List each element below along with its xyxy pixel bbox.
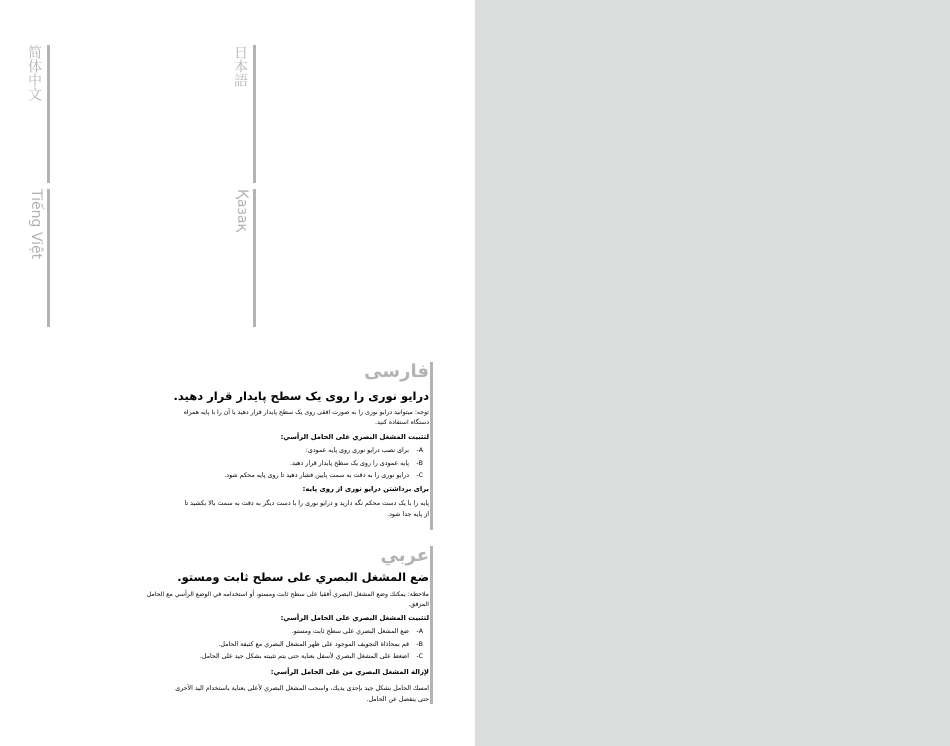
step-item: C-اضغط على المشغل البصري لأسفل بعناية حتى يتم تثبيته بشكل جيد على الحامل. bbox=[199, 653, 423, 660]
divider-bar bbox=[47, 189, 50, 327]
section-heading: ضع المشغل البصري على سطح ثابت ومستو. bbox=[177, 570, 429, 584]
divider-bar bbox=[47, 45, 50, 183]
lang-block-kazakh bbox=[216, 189, 256, 327]
arabic-section bbox=[129, 546, 429, 706]
lang-block-chinese bbox=[10, 45, 50, 183]
kazakh-label: Қазақ bbox=[234, 189, 250, 232]
step-item: A-ضع المشغل البصري على سطح ثابت ومستو. bbox=[291, 628, 423, 635]
divider-bar bbox=[253, 45, 256, 183]
note-line: دستگاه استفاده کنید. bbox=[375, 418, 429, 426]
step-item: B-پایه عمودی را روی یک سطح پایدار قرار دهید. bbox=[289, 459, 423, 467]
install-subheading: لتثبيت المشغل البصري على الحامل الرأسي: bbox=[280, 433, 429, 441]
remove-paragraph: حتى ينفصل عن الحامل. bbox=[366, 696, 429, 703]
divider-bar bbox=[253, 189, 256, 327]
vietnamese-label: Tiếng Việt bbox=[28, 189, 44, 260]
note-line: توجه: میتوانید درایو نوری را به صورت افقی روی یک سطح پایدار قرار دهید یا آن را با پایه همراه bbox=[183, 409, 429, 416]
divider-bar bbox=[430, 362, 433, 530]
section-heading: درایو نوری را روی یک سطح پایدار قرار دهید. bbox=[173, 389, 429, 403]
japanese-label: 日本語 bbox=[232, 45, 248, 87]
lang-block-vietnamese bbox=[10, 189, 50, 327]
step-item: B-قم بمحاذاة التجويف الموجود على ظهر المشغل البصري مع كتيفة الحامل. bbox=[218, 640, 423, 648]
farsi-section bbox=[139, 362, 429, 521]
lang-block-japanese bbox=[216, 45, 256, 183]
note-line: ملاحظة: يمكنك وضع المشغل البصري أفقيا على سطح ثابت ومستو، أو استخدامه في الوضع الرأسي مع الحامل المرفق. bbox=[146, 591, 429, 608]
remove-subheading: لإزالة المشغل البصري من على الحامل الرأسي: bbox=[270, 667, 429, 676]
divider-bar bbox=[430, 546, 433, 704]
step-item: C-درایو نوری را به دقت به سمت پایین فشار دهید تا روی پایه محکم شود. bbox=[224, 472, 423, 479]
remove-paragraph: از پایه جدا شود. bbox=[387, 511, 429, 518]
right-page-blank bbox=[475, 0, 950, 746]
remove-paragraph: امسك الحامل بشكل جيد بإحدى يديك، واسحب المشغل البصري لأعلى بعناية باستخدام اليد الأخرى bbox=[175, 684, 429, 692]
install-subheading: لتثبيت المشغل البصري على الحامل الرأسي: bbox=[280, 614, 429, 622]
step-item: A-برای نصب درایو نوری روی پایه عمودی: bbox=[305, 447, 423, 454]
chinese-label: 简体中文 bbox=[26, 45, 42, 101]
section-title: فارسی bbox=[364, 361, 429, 382]
remove-paragraph: پایه را با یک دست محکم نگه دارید و درایو نوری را با دست دیگر به دقت به سمت بالا بکشید تا bbox=[184, 499, 429, 507]
remove-subheading: برای برداشتن درایو نوری از روی پایه: bbox=[302, 484, 429, 493]
section-title: عربي bbox=[380, 545, 429, 566]
